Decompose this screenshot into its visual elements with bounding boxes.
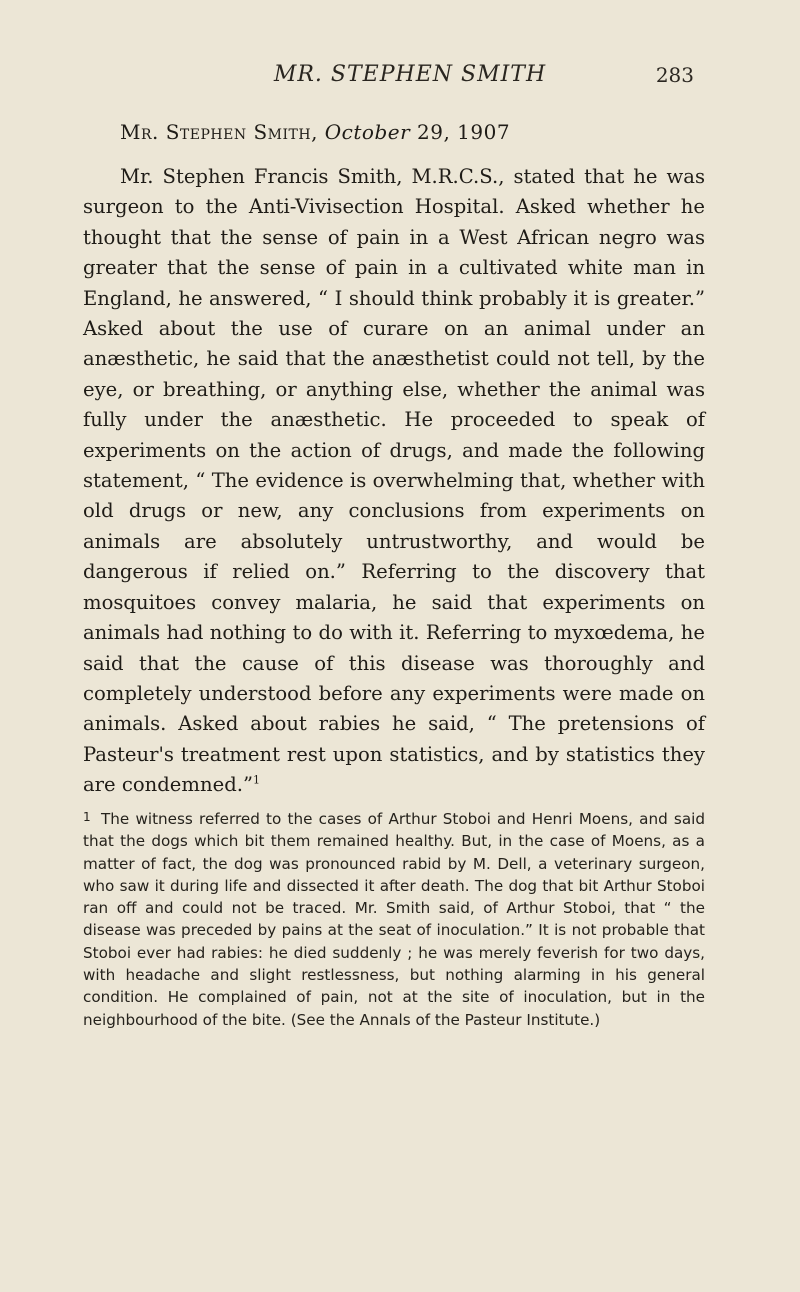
footnote-reference[interactable]: 1 bbox=[252, 773, 260, 787]
testimony-text: Mr. Stephen Francis Smith, M.R.C.S., stated that he was surgeon to the Anti-Vivisection Hospital. Asked whether he thought that the sense of pain in a West African negro was greater that the sense of pain in a cultivated white man in England, he answered, “ I should think probably it is greater.” Asked about the use of curare on an animal under an anæsthetic, he said that the anæsthetist could not tell, by the eye, or breathing, or anything else, whether the animal was fully under the anæsthetic. He proceeded to speak of experiments on the action of drugs, and made the following statement, “ The evidence is overwhelming that, whether with old drugs or new, any conclusions from experiments on animals are absolutely untrustworthy, and would be dangerous if relied on.” Referring to the discovery that mosquitoes convey malaria, he said that experiments on animals had nothing to do with it. Referring to myxœdema, he said that the cause of this disease was thoroughly and completely understood before any experiments were made on animals. Asked about rabies he said, “ The pretensions of Pasteur's treatment rest upon statistics, and by statistics they are condemned.” bbox=[83, 165, 705, 797]
witness-name: Mr. Stephen Smith, bbox=[120, 120, 318, 144]
section-heading bbox=[120, 120, 510, 144]
footnote bbox=[83, 808, 705, 1031]
page-number: 283 bbox=[655, 63, 694, 87]
footnote-text: The witness referred to the cases of Arthur Stoboi and Henri Moens, and said that the dogs which bit them remained healthy. But, in the case of Moens, as a matter of fact, the dog was pronounced rabid by M. Dell, a veterinary surgeon, who saw it during life and dissected it after death. The dog that bit Arthur Stoboi ran off and could not be traced. Mr. Smith said, of Arthur Stoboi, that “ the disease was preceded by pains at the seat of inoculation.” It is not probable that Stoboi ever had rabies: he died suddenly ; he was merely feverish for two days, with headache and slight restlessness, but nothing alarming in his general condition. He complained of pain, not at the site of inoculation, but in the neighbourhood of the bite. (See the Annals of the Pasteur Institute.) bbox=[83, 810, 705, 1029]
heading-month: October bbox=[324, 120, 411, 144]
testimony-paragraph bbox=[83, 162, 705, 801]
running-head: MR. STEPHEN SMITH bbox=[273, 62, 547, 87]
footnote-marker: 1 bbox=[83, 810, 91, 824]
heading-date: 29, 1907 bbox=[417, 120, 511, 144]
